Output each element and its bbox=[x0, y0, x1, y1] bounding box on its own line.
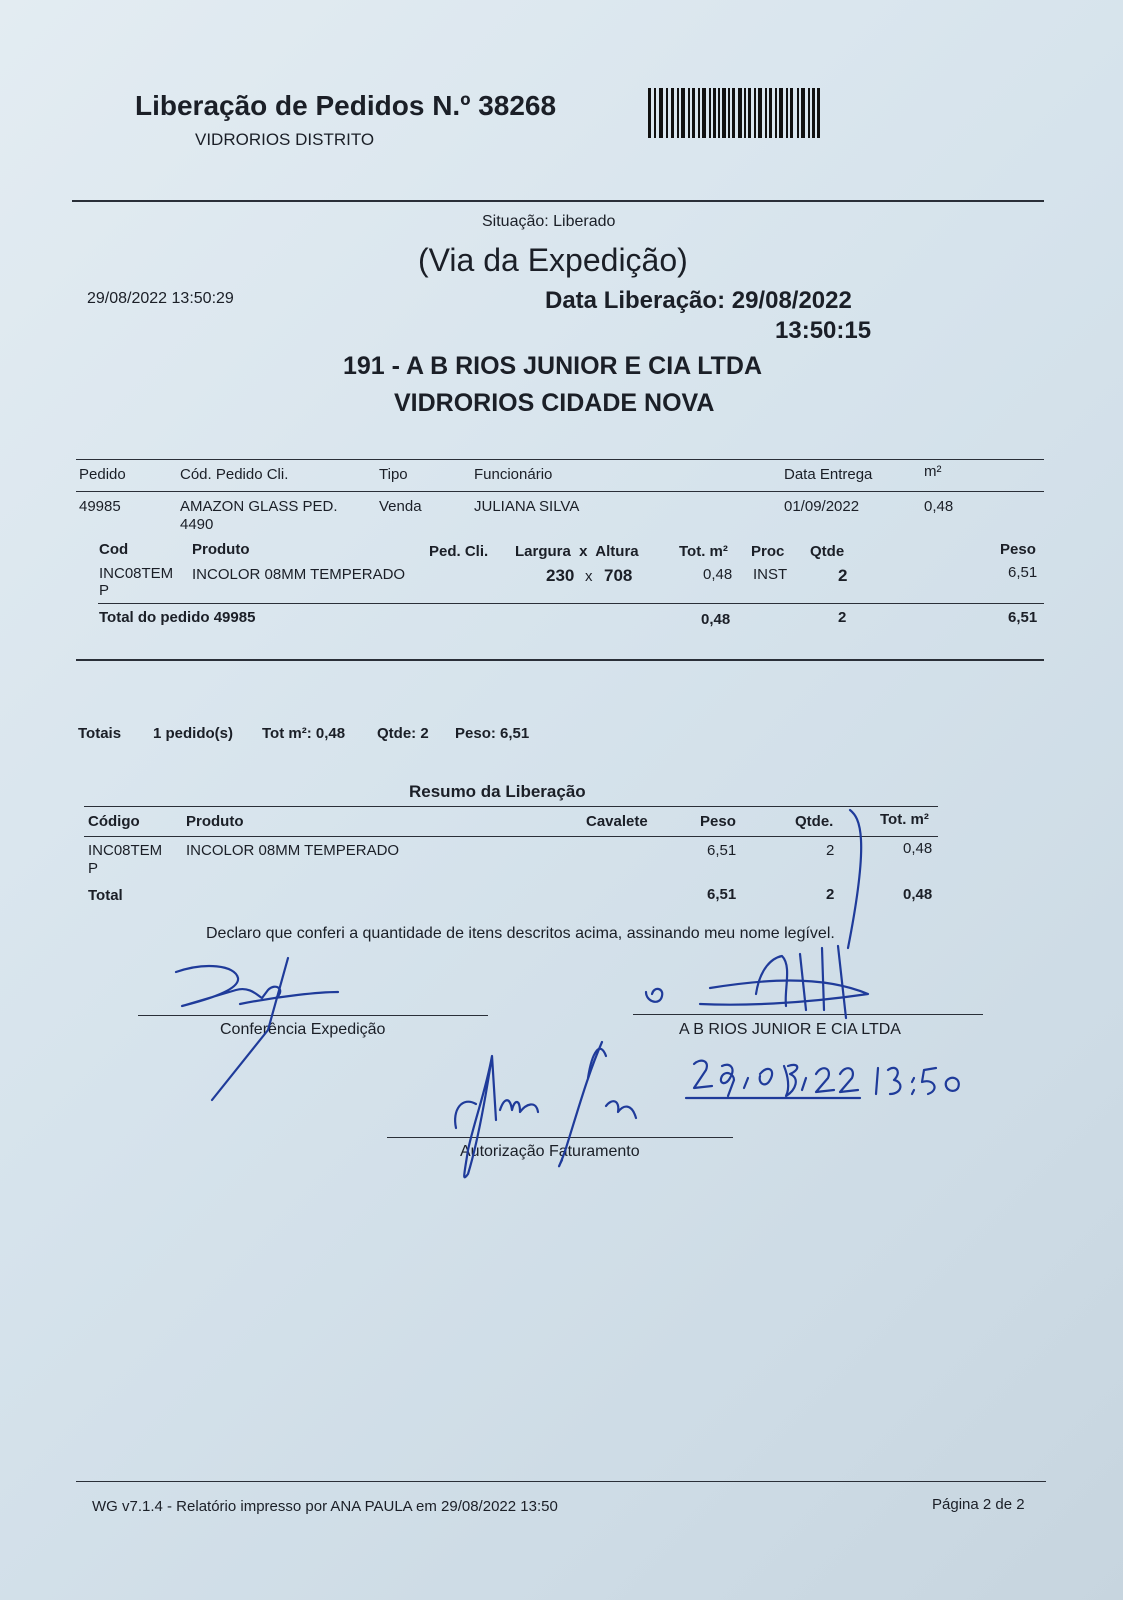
resumo-header-qtde: Qtde. bbox=[795, 813, 834, 830]
col-header-pedido: Pedido bbox=[79, 466, 126, 483]
resumo-header-tot-m2: Tot. m² bbox=[880, 811, 929, 828]
resumo-header-codigo: Código bbox=[88, 813, 140, 830]
totais-label: Totais bbox=[78, 725, 122, 742]
item-produto: INCOLOR 08MM TEMPERADO bbox=[192, 566, 406, 583]
totais-qtde: Qtde: 2 bbox=[377, 725, 429, 742]
resumo-qtde: 2 bbox=[826, 842, 835, 859]
resumo-header-cavalete: Cavalete bbox=[586, 813, 648, 830]
document-title: Liberação de Pedidos N.º 38268 bbox=[135, 90, 557, 121]
item-header-peso: Peso bbox=[1000, 541, 1036, 558]
item-x: x bbox=[585, 568, 593, 585]
pedido-total-qtde: 2 bbox=[838, 609, 847, 626]
conferencia-label: Conferência Expedição bbox=[220, 1021, 386, 1038]
footer-page-number: Página 2 de 2 bbox=[932, 1496, 1025, 1513]
data-liberacao-time: 13:50:15 bbox=[775, 317, 872, 344]
pedido-number: 49985 bbox=[79, 498, 121, 515]
totais-pedidos: 1 pedido(s) bbox=[153, 725, 234, 742]
pedido-total-label: Total do pedido 49985 bbox=[99, 609, 256, 626]
print-datetime: 29/08/2022 13:50:29 bbox=[87, 290, 234, 307]
totais-peso: Peso: 6,51 bbox=[455, 725, 530, 742]
cliente-name: 191 - A B RIOS JUNIOR E CIA LTDA bbox=[343, 352, 763, 380]
pedido-funcionario: JULIANA SILVA bbox=[474, 498, 580, 515]
resumo-title: Resumo da Liberação bbox=[409, 782, 586, 801]
resumo-total-qtde: 2 bbox=[826, 886, 835, 903]
pedido-m2: 0,48 bbox=[924, 498, 954, 515]
item-header-ped-cli: Ped. Cli. bbox=[429, 543, 489, 560]
resumo-produto: INCOLOR 08MM TEMPERADO bbox=[186, 842, 400, 859]
col-header-tipo: Tipo bbox=[379, 466, 408, 483]
totais-tot-m2: Tot m²: 0,48 bbox=[262, 725, 346, 742]
item-proc: INST bbox=[753, 566, 788, 583]
col-header-cod-pedido-cli: Cód. Pedido Cli. bbox=[180, 466, 289, 483]
cod-pedido-cli-line2: 4490 bbox=[180, 516, 214, 533]
item-cod-line1: INC08TEM bbox=[99, 565, 174, 582]
obra-name: VIDRORIOS CIDADE NOVA bbox=[394, 389, 715, 417]
pedido-total-peso: 6,51 bbox=[1008, 609, 1038, 626]
resumo-total-tot-m2: 0,48 bbox=[903, 886, 933, 903]
item-header-tot-m2: Tot. m² bbox=[679, 543, 728, 560]
col-header-data-entrega: Data Entrega bbox=[784, 466, 873, 483]
item-qtde: 2 bbox=[838, 566, 848, 585]
resumo-total-peso: 6,51 bbox=[707, 886, 737, 903]
item-largura: 230 bbox=[546, 566, 575, 585]
item-peso: 6,51 bbox=[1008, 564, 1038, 581]
data-liberacao: Data Liberação: 29/08/2022 bbox=[545, 287, 852, 314]
resumo-header-produto: Produto bbox=[186, 813, 244, 830]
item-header-produto: Produto bbox=[192, 541, 250, 558]
item-header-cod: Cod bbox=[99, 541, 129, 558]
footer-print-info: WG v7.1.4 - Relatório impresso por ANA PAULA em 29/08/2022 13:50 bbox=[92, 1498, 558, 1515]
resumo-header-peso: Peso bbox=[700, 813, 736, 830]
via-label: (Via da Expedição) bbox=[418, 242, 688, 278]
pedido-total-m2: 0,48 bbox=[701, 611, 731, 628]
item-header-qtde: Qtde bbox=[810, 543, 845, 560]
item-header-largura-altura: Largura x Altura bbox=[515, 543, 639, 560]
situacao-label: Situação: Liberado bbox=[482, 213, 616, 230]
pedido-tipo: Venda bbox=[379, 498, 422, 515]
resumo-codigo-line2: P bbox=[88, 860, 99, 877]
declaracao-text: Declaro que conferi a quantidade de itens descritos acima, assinando meu nome legível. bbox=[206, 925, 835, 942]
pedido-data-entrega: 01/09/2022 bbox=[784, 498, 860, 515]
col-header-funcionario: Funcionário bbox=[474, 466, 553, 483]
item-header-proc: Proc bbox=[751, 543, 785, 560]
footer-rule bbox=[76, 1481, 1046, 1482]
autorizacao-label: Autorização Faturamento bbox=[460, 1143, 640, 1160]
resumo-total-label: Total bbox=[88, 887, 123, 904]
item-altura: 708 bbox=[604, 566, 633, 585]
document-subtitle: VIDRORIOS DISTRITO bbox=[195, 130, 375, 149]
empresa-label: A B RIOS JUNIOR E CIA LTDA bbox=[679, 1021, 901, 1038]
resumo-tot-m2: 0,48 bbox=[903, 840, 933, 857]
cod-pedido-cli-line1: AMAZON GLASS PED. bbox=[180, 498, 338, 515]
resumo-peso: 6,51 bbox=[707, 842, 737, 859]
resumo-codigo-line1: INC08TEM bbox=[88, 842, 163, 859]
item-tot-m2: 0,48 bbox=[703, 566, 733, 583]
col-header-m2: m² bbox=[924, 463, 942, 480]
item-cod-line2: P bbox=[99, 582, 110, 599]
